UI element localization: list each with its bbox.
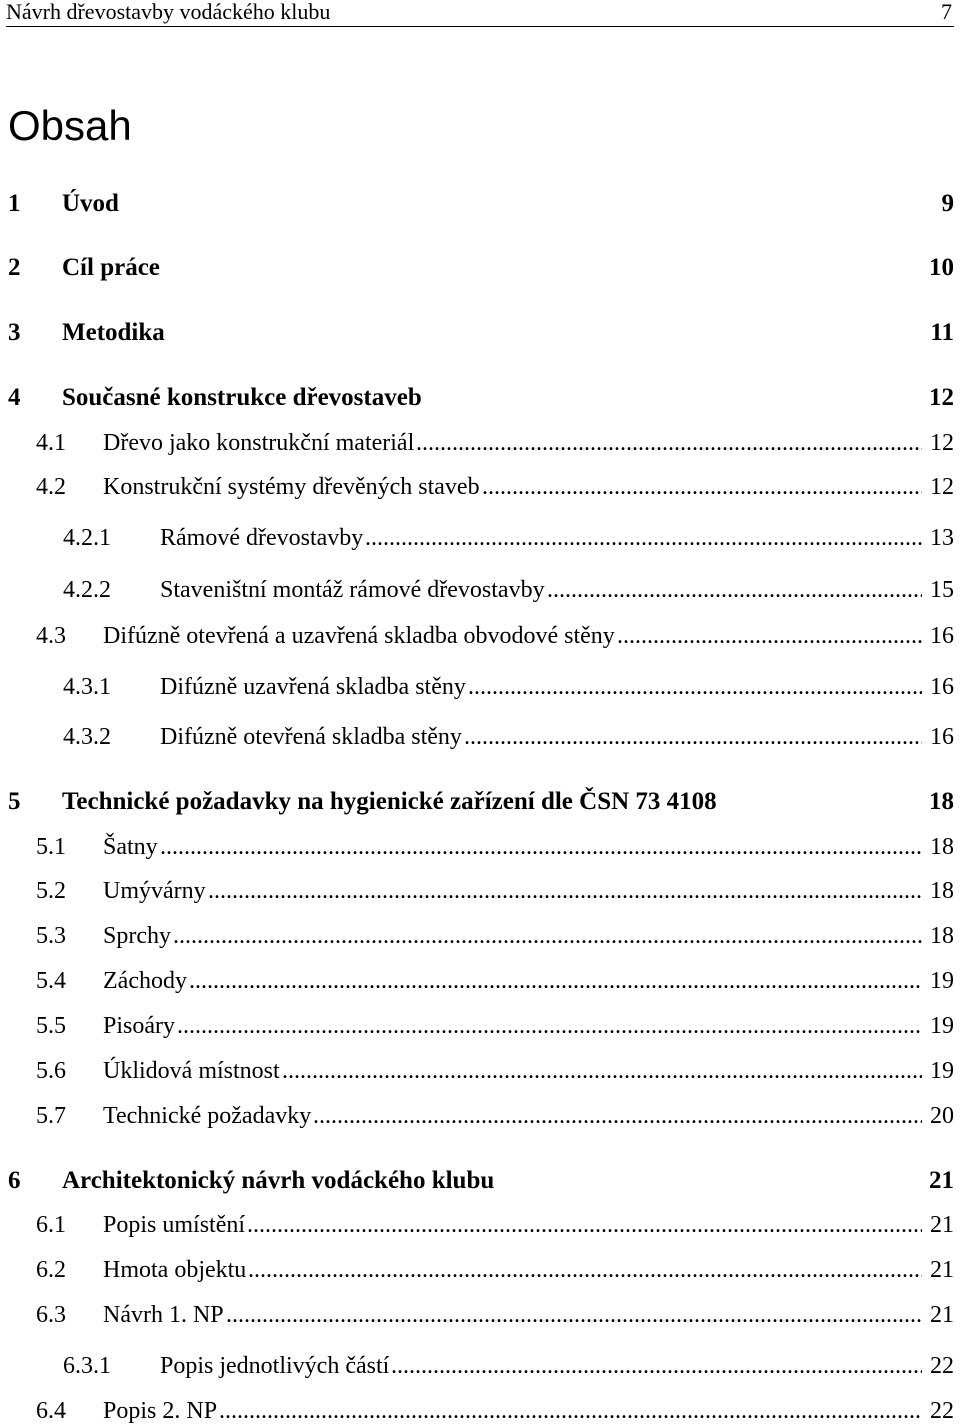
toc-dot-leader: [189, 965, 922, 997]
toc-entry-number: 5.2: [36, 878, 66, 904]
toc-entry[interactable]: [0, 786, 960, 818]
toc-entry[interactable]: [0, 721, 960, 753]
toc-entry-page: 15: [930, 577, 954, 603]
toc-entry-number: 4.3.2: [63, 724, 111, 750]
toc-entry-page: 18: [930, 834, 954, 860]
toc-entry[interactable]: [0, 875, 960, 907]
toc-entry[interactable]: [0, 831, 960, 863]
toc-entry-number: 5.6: [36, 1058, 66, 1084]
toc-entry-title: Staveništní montáž rámové dřevostavby: [160, 577, 545, 603]
toc-entry[interactable]: [0, 1254, 960, 1286]
toc-entry-number: 4: [8, 384, 21, 411]
toc-entry-page: 20: [930, 1103, 954, 1129]
toc-dot-leader: [208, 875, 922, 907]
toc-dot-leader: [391, 1350, 922, 1382]
toc-entry[interactable]: [0, 382, 960, 414]
toc-dot-leader: [226, 1299, 922, 1331]
toc-entry[interactable]: [0, 1350, 960, 1382]
toc-entry-page: 18: [930, 878, 954, 904]
toc-entry-title: Šatny: [103, 834, 158, 860]
toc-entry-page: 19: [930, 1058, 954, 1084]
toc-entry-page: 10: [929, 254, 954, 281]
toc-entry-number: 6.2: [36, 1257, 66, 1283]
toc-entry-title: Difúzně uzavřená skladba stěny: [160, 674, 466, 700]
toc-entry[interactable]: [0, 317, 960, 349]
toc-dot-leader: [468, 671, 922, 703]
toc-entry[interactable]: [0, 471, 960, 503]
toc-entry[interactable]: [0, 1209, 960, 1241]
toc-entry-number: 3: [8, 319, 21, 346]
toc-entry-title: Úklidová místnost: [103, 1058, 280, 1084]
toc-entry-page: 12: [930, 474, 954, 500]
toc-dot-leader: [219, 1395, 922, 1427]
toc-entry-title: Cíl práce: [62, 254, 160, 281]
toc-entry-number: 5.3: [36, 923, 66, 949]
toc-dot-leader: [247, 1209, 922, 1241]
toc-entry[interactable]: [0, 1100, 960, 1132]
toc-entry[interactable]: [0, 1299, 960, 1331]
toc-entry-title: Popis 2. NP: [103, 1398, 218, 1424]
toc-entry-number: 2: [8, 254, 21, 281]
toc-entry-number: 6.4: [36, 1398, 66, 1424]
header-page-number: 7: [941, 0, 952, 24]
toc-entry-page: 21: [930, 1212, 954, 1238]
toc-dot-leader: [464, 721, 922, 753]
toc-entry-number: 4.3: [36, 623, 66, 649]
toc-entry-page: 13: [930, 525, 954, 551]
toc-entry[interactable]: [0, 1395, 960, 1427]
toc-dot-leader: [416, 427, 922, 459]
toc-entry-number: 4.3.1: [63, 674, 111, 700]
header-title: Návrh dřevostavby vodáckého klubu: [6, 0, 331, 24]
toc-dot-leader: [313, 1100, 922, 1132]
toc-entry[interactable]: [0, 252, 960, 284]
toc-dot-leader: [365, 522, 922, 554]
toc-entry[interactable]: [0, 188, 960, 220]
toc-entry[interactable]: [0, 671, 960, 703]
page-title: Obsah: [8, 102, 132, 149]
toc-entry[interactable]: [0, 1055, 960, 1087]
toc-entry-number: 5.1: [36, 834, 66, 860]
toc-entry-title: Difúzně otevřená skladba stěny: [160, 724, 462, 750]
toc-entry[interactable]: [0, 965, 960, 997]
toc-entry-title: Konstrukční systémy dřevěných staveb: [103, 474, 480, 500]
toc-dot-leader: [160, 831, 922, 863]
toc-entry-number: 5.7: [36, 1103, 66, 1129]
toc-entry-title: Hmota objektu: [103, 1257, 247, 1283]
toc-entry[interactable]: [0, 920, 960, 952]
toc-entry-number: 4.1: [36, 430, 66, 456]
toc-entry-title: Technické požadavky: [103, 1103, 312, 1129]
toc-entry-title: Rámové dřevostavby: [160, 525, 364, 551]
toc-entry-title: Úvod: [62, 190, 119, 217]
toc-entry-title: Současné konstrukce dřevostaveb: [62, 384, 422, 411]
toc-entry[interactable]: [0, 522, 960, 554]
toc-entry-page: 21: [930, 1257, 954, 1283]
toc-entry-page: 21: [930, 1302, 954, 1328]
toc-entry-title: Popis umístění: [103, 1212, 246, 1238]
toc-dot-leader: [482, 471, 922, 503]
toc-dot-leader: [173, 920, 922, 952]
toc-entry[interactable]: [0, 1165, 960, 1197]
toc-entry-title: Metodika: [62, 319, 165, 346]
toc-entry-page: 12: [930, 430, 954, 456]
toc-entry-number: 6.1: [36, 1212, 66, 1238]
toc-dot-leader: [617, 620, 922, 652]
toc-entry-page: 16: [930, 724, 954, 750]
toc-entry-page: 9: [941, 190, 954, 217]
toc-entry-number: 6.3: [36, 1302, 66, 1328]
toc-entry-page: 18: [929, 788, 954, 815]
toc-entry-page: 18: [930, 923, 954, 949]
toc-entry-title: Difúzně otevřená a uzavřená skladba obvodové stěny: [103, 623, 615, 649]
toc-entry-number: 4.2.1: [63, 525, 111, 551]
toc-entry-title: Návrh 1. NP: [103, 1302, 224, 1328]
toc-entry-title: Pisoáry: [103, 1013, 175, 1039]
toc-entry-number: 5.4: [36, 968, 66, 994]
toc-entry-title: Popis jednotlivých částí: [160, 1353, 390, 1379]
toc-entry-title: Architektonický návrh vodáckého klubu: [62, 1167, 495, 1194]
toc-entry-page: 16: [930, 623, 954, 649]
toc-entry[interactable]: [0, 1010, 960, 1042]
toc-entry-number: 1: [8, 190, 21, 217]
toc-entry-number: 6: [8, 1167, 21, 1194]
toc-entry[interactable]: [0, 574, 960, 606]
toc-entry-title: Umývárny: [103, 878, 206, 904]
toc-dot-leader: [282, 1055, 922, 1087]
toc-entry-number: 6.3.1: [63, 1353, 111, 1379]
toc-dot-leader: [177, 1010, 922, 1042]
toc-entry-page: 21: [929, 1167, 954, 1194]
toc-entry-title: Sprchy: [103, 923, 171, 949]
toc-entry-number: 4.2: [36, 474, 66, 500]
toc-entry[interactable]: [0, 427, 960, 459]
toc-entry-title: Záchody: [103, 968, 187, 994]
toc-entry-number: 4.2.2: [63, 577, 111, 603]
toc-entry-page: 11: [930, 319, 954, 346]
toc-entry-page: 22: [930, 1353, 954, 1379]
toc-entry-number: 5: [8, 788, 21, 815]
toc-entry-page: 12: [929, 384, 954, 411]
toc-entry-page: 19: [930, 1013, 954, 1039]
toc-entry-page: 16: [930, 674, 954, 700]
toc-entry-title: Dřevo jako konstrukční materiál: [103, 430, 415, 456]
toc-dot-leader: [248, 1254, 922, 1286]
toc-entry[interactable]: [0, 620, 960, 652]
toc-entry-number: 5.5: [36, 1013, 66, 1039]
toc-entry-title: Technické požadavky na hygienické zařízení dle ČSN 73 4108: [62, 788, 717, 815]
toc-dot-leader: [547, 574, 922, 606]
toc-entry-page: 19: [930, 968, 954, 994]
toc-entry-page: 22: [930, 1398, 954, 1424]
